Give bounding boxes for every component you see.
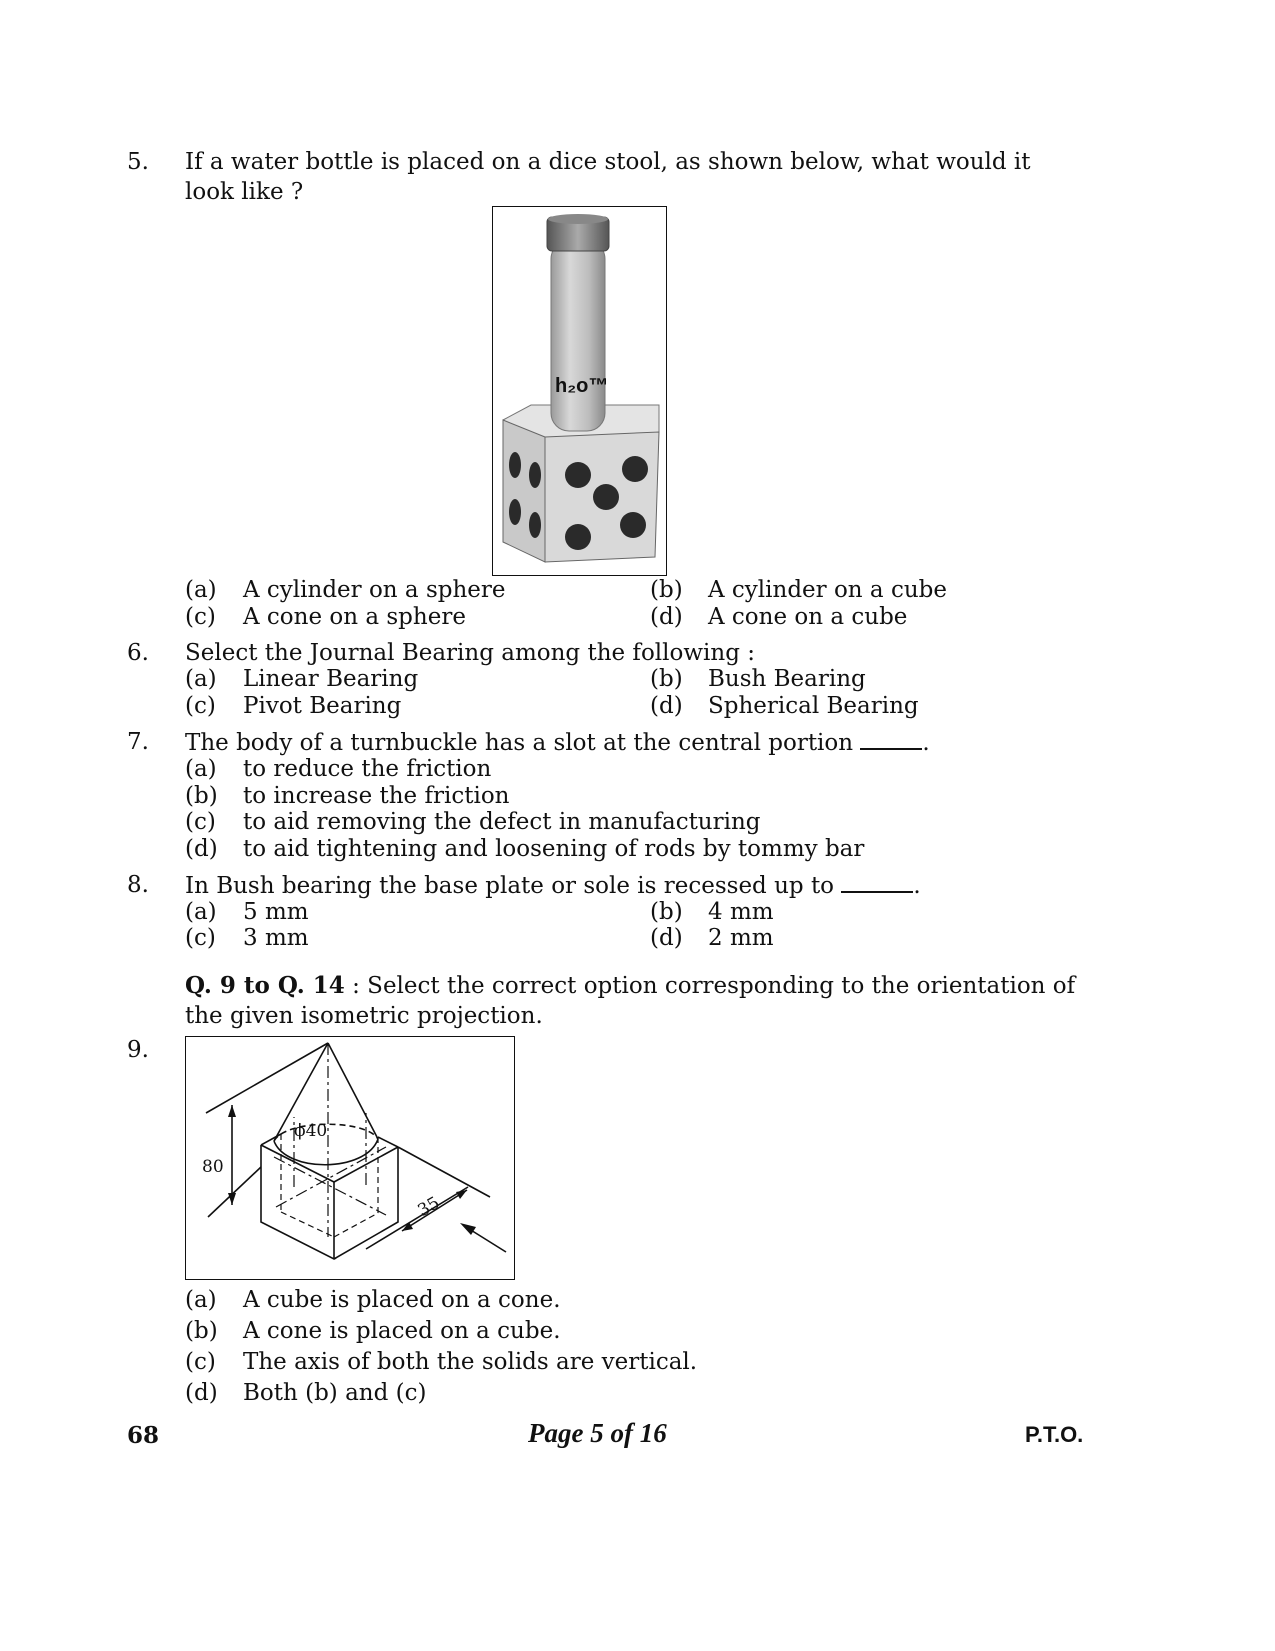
q5-option-c-text: A cone on a sphere [243,604,466,630]
q5-option-d-text: A cone on a cube [708,604,908,630]
q6-text: Select the Journal Bearing among the following : [185,640,755,666]
q6-option-a-label: (a) [185,666,217,692]
q9-option-c-text: The axis of both the solids are vertical. [243,1349,698,1375]
q8-option-a-text: 5 mm [243,899,309,925]
q9-dim-diameter: ϕ40 [294,1121,328,1141]
q8-text-row: In Bush bearing the base plate or sole is recessed up to . [185,873,921,899]
instruction-text: : Select the correct option corresponding to the orientation of [344,973,1076,999]
q6-number: 6. [127,640,149,666]
q9-option-d-text: Both (b) and (c) [243,1380,427,1406]
q6-option-c-text: Pivot Bearing [243,693,402,719]
q5-option-a-text: A cylinder on a sphere [243,577,506,603]
q9-number: 9. [127,1037,149,1063]
q8-option-d-text: 2 mm [708,925,774,951]
q7-option-c-label: (c) [185,809,216,835]
pto-marker: P.T.O. [1025,1422,1084,1447]
q7-number: 7. [127,729,149,755]
q9-option-d-label: (d) [185,1380,218,1406]
bottle-label: h₂o™ [555,375,609,397]
q9-isometric-figure [185,1036,515,1280]
q7-option-b-text: to increase the friction [243,783,510,809]
q6-option-a-text: Linear Bearing [243,666,419,692]
q6-option-d-text: Spherical Bearing [708,693,919,719]
q9-dim-depth: 35 [414,1192,444,1222]
q8-text: In Bush bearing the base plate or sole is recessed up to [185,873,835,899]
q9-option-c-label: (c) [185,1349,216,1375]
q8-option-c-text: 3 mm [243,925,309,951]
q9-isometric-drawing [186,1037,513,1278]
q7-option-d-text: to aid tightening and loosening of rods by tommy bar [243,836,865,862]
q8-option-b-label: (b) [650,899,683,925]
q7-option-b-label: (b) [185,783,218,809]
q6-option-d-label: (d) [650,693,683,719]
q7-text-row: The body of a turnbuckle has a slot at the central portion . [185,730,930,756]
q6-option-b-label: (b) [650,666,683,692]
q7-option-a-label: (a) [185,756,217,782]
q7-text: The body of a turnbuckle has a slot at the central portion [185,730,854,756]
instruction-line1 [185,972,1075,1000]
q8-option-c-label: (c) [185,925,216,951]
q7-option-d-label: (d) [185,836,218,862]
q5-text-line1: If a water bottle is placed on a dice stool, as shown below, what would it [185,149,1031,175]
q6-option-c-label: (c) [185,693,216,719]
q8-number: 8. [127,872,149,898]
q8-option-d-label: (d) [650,925,683,951]
q8-answer-blank [841,871,913,893]
q5-text-line2: look like ? [185,179,304,205]
q5-bottle-on-dice-photo [492,206,667,576]
instruction-range: Q. 9 to Q. 14 [185,972,345,999]
q9-option-a-label: (a) [185,1287,217,1313]
q9-option-a-text: A cube is placed on a cone. [243,1287,561,1313]
page-code: 68 [127,1422,160,1449]
q5-option-b-label: (b) [650,577,683,603]
q5-option-c-label: (c) [185,604,216,630]
instruction-line2: the given isometric projection. [185,1003,543,1029]
q9-option-b-label: (b) [185,1318,218,1344]
page-number: Page 5 of 16 [528,1418,667,1448]
q6-option-b-text: Bush Bearing [708,666,866,692]
q7-option-c-text: to aid removing the defect in manufacturing [243,809,761,835]
q9-dim-height: 80 [202,1157,224,1177]
q9-option-b-text: A cone is placed on a cube. [243,1318,561,1344]
q5-option-b-text: A cylinder on a cube [708,577,947,603]
q7-answer-blank [860,728,922,750]
q5-option-d-label: (d) [650,604,683,630]
q7-option-a-text: to reduce the friction [243,756,492,782]
q5-option-a-label: (a) [185,577,217,603]
q8-option-b-text: 4 mm [708,899,774,925]
q5-number: 5. [127,149,149,175]
q8-option-a-label: (a) [185,899,217,925]
